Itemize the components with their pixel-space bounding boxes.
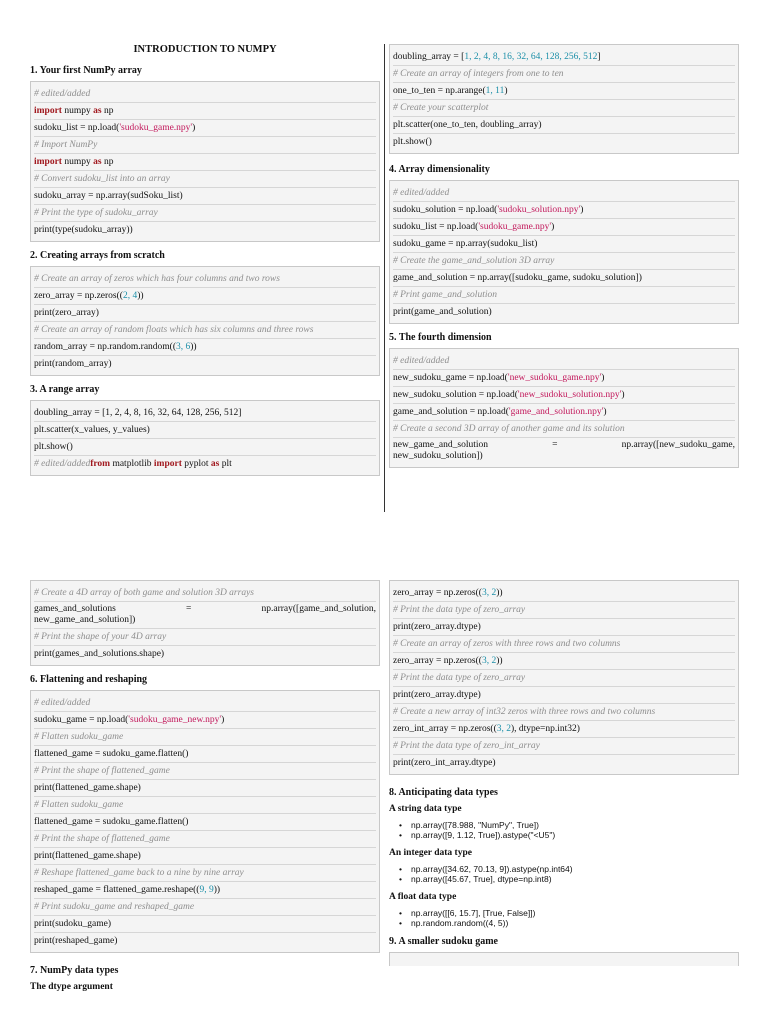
code-comment: # Create the game_and_solution 3D array: [393, 253, 735, 270]
code-comment: # Print the shape of flattened_game: [34, 763, 376, 780]
code-line: random_array = np.random.random((3, 6)): [34, 339, 376, 356]
code-line: new_sudoku_solution = np.load('new_sudoku_solution.npy'): [393, 387, 735, 404]
subheading: A float data type: [389, 892, 457, 902]
section-4-heading: 4. Array dimensionality: [389, 164, 490, 175]
code-line: doubling_array = [1, 2, 4, 8, 16, 32, 64, 128, 256, 512]: [34, 405, 376, 422]
data-type-groups: [389, 804, 739, 928]
code-comment: # edited/added: [34, 695, 376, 712]
code-line: sudoku_game = np.load('sudoku_game_new.npy'): [34, 712, 376, 729]
code-line: flattened_game = sudoku_game.flatten(): [34, 746, 376, 763]
code-line: zero_int_array = np.zeros((3, 2), dtype=np.int32): [393, 721, 735, 738]
page1-right-column: [389, 44, 739, 468]
section-8-heading: 8. Anticipating data types: [389, 787, 498, 798]
code-line: print(sudoku_game): [34, 916, 376, 933]
subheading: The dtype argument: [30, 982, 113, 992]
page2-right-column: [389, 580, 739, 966]
bullet-list: [389, 820, 739, 840]
code-comment: # Print the data type of zero_array: [393, 602, 735, 619]
code-block: [30, 400, 380, 476]
section-5-heading: 5. The fourth dimension: [389, 332, 492, 343]
code-line: plt.scatter(one_to_ten, doubling_array): [393, 117, 735, 134]
code-comment: # Create a second 3D array of another game and its solution: [393, 421, 735, 438]
code-line: print(zero_array.dtype): [393, 687, 735, 704]
code-line: plt.scatter(x_values, y_values): [34, 422, 376, 439]
code-line: print(random_array): [34, 359, 112, 369]
code-line: game_and_solution = np.load('game_and_solution.npy'): [393, 404, 735, 421]
code-comment: # Create a new array of int32 zeros with three rows and two columns: [393, 704, 735, 721]
code-line: print(zero_int_array.dtype): [393, 758, 496, 768]
subheading: An integer data type: [389, 848, 472, 858]
section-9-heading: 9. A smaller sudoku game: [389, 936, 498, 947]
code-line: new_game_and_solution = np.array([new_sudoku_game, new_sudoku_solution]): [393, 440, 735, 461]
code-comment: # Create an array of zeros with three rows and two columns: [393, 636, 735, 653]
column-divider: [384, 44, 385, 512]
code-line: print(reshaped_game): [34, 936, 118, 946]
code-line: game_and_solution = np.array([sudoku_game, sudoku_solution]): [393, 270, 735, 287]
page-title: INTRODUCTION TO NUMPY: [133, 44, 277, 55]
code-line: sudoku_list = np.load('sudoku_game.npy'): [393, 219, 735, 236]
list-item: • np.array([34.62, 70.13, 9]).astype(np.int64): [411, 864, 739, 874]
code-line: sudoku_solution = np.load('sudoku_solution.npy'): [393, 202, 735, 219]
code-comment: # Print game_and_solution: [393, 287, 735, 304]
code-block: [389, 348, 739, 468]
code-comment: # edited/added: [393, 185, 735, 202]
code-line: # edited/addedfrom matplotlib import pyplot as plt: [34, 459, 232, 469]
code-line: print(games_and_solutions.shape): [34, 649, 165, 659]
code-line: reshaped_game = flattened_game.reshape((9, 9)): [34, 882, 376, 899]
code-line: games_and_solutions = np.array([game_and_solution, new_game_and_solution]): [34, 602, 376, 629]
code-comment: # Print the data type of zero_array: [393, 670, 735, 687]
code-line: plt.show(): [34, 439, 376, 456]
code-line: print(flattened_game.shape): [34, 780, 376, 797]
code-comment: # Print the shape of your 4D array: [34, 629, 376, 646]
code-block: [389, 44, 739, 154]
code-line: sudoku_array = np.array(sudSoku_list): [34, 188, 376, 205]
bullet-list: [389, 908, 739, 928]
code-comment: # Flatten sudoku_game: [34, 797, 376, 814]
code-comment: # Create an array of integers from one to ten: [393, 66, 735, 83]
code-line: print(game_and_solution): [393, 307, 492, 317]
page2-left-column: [30, 580, 380, 998]
code-comment: # Reshape flattened_game back to a nine by nine array: [34, 865, 376, 882]
page1-left-column: [30, 44, 380, 476]
code-line: zero_array = np.zeros((3, 2)): [393, 585, 735, 602]
subheading: A string data type: [389, 804, 462, 814]
code-line: one_to_ten = np.arange(1, 11): [393, 83, 735, 100]
section-1-heading: 1. Your first NumPy array: [30, 65, 142, 76]
list-item: • np.array([78.988, "NumPy", True]): [411, 820, 739, 830]
code-comment: # Print the shape of flattened_game: [34, 831, 376, 848]
code-comment: # Flatten sudoku_game: [34, 729, 376, 746]
bullet-list: [389, 864, 739, 884]
code-comment: # edited/added: [393, 353, 735, 370]
code-line: print(type(sudoku_array)): [34, 225, 133, 235]
code-block: [30, 580, 380, 666]
code-line: import numpy as np: [34, 154, 376, 171]
code-block: [389, 580, 739, 775]
code-line: zero_array = np.zeros((2, 4)): [34, 288, 376, 305]
section-2-heading: 2. Creating arrays from scratch: [30, 250, 165, 261]
code-line: import numpy as np: [34, 103, 376, 120]
code-comment: # Print the data type of zero_int_array: [393, 738, 735, 755]
code-line: doubling_array = [1, 2, 4, 8, 16, 32, 64, 128, 256, 512]: [393, 49, 735, 66]
code-comment: # Create an array of random floats which has six columns and three rows: [34, 322, 376, 339]
code-line: sudoku_list = np.load('sudoku_game.npy'): [34, 120, 376, 137]
code-comment: # Create an array of zeros which has four columns and two rows: [34, 271, 376, 288]
code-line: sudoku_game = np.array(sudoku_list): [393, 236, 735, 253]
code-line: new_sudoku_game = np.load('new_sudoku_game.npy'): [393, 370, 735, 387]
section-7-heading: 7. NumPy data types: [30, 965, 119, 976]
code-block: [389, 180, 739, 324]
section-6-heading: 6. Flattening and reshaping: [30, 674, 148, 685]
code-comment: # Print sudoku_game and reshaped_game: [34, 899, 376, 916]
code-comment: # edited/added: [34, 86, 376, 103]
code-comment: # Convert sudoku_list into an array: [34, 171, 376, 188]
list-item: • np.array([9, 1.12, True]).astype("<U5"): [411, 830, 739, 840]
code-comment: # Print the type of sudoku_array: [34, 205, 376, 222]
section-3-heading: 3. A range array: [30, 384, 100, 395]
code-line: zero_array = np.zeros((3, 2)): [393, 653, 735, 670]
list-item: • np.array([[6, 15.7], [True, False]]): [411, 908, 739, 918]
list-item: • np.random.random((4, 5)): [411, 918, 739, 928]
code-line: plt.show(): [393, 137, 432, 147]
code-comment: # Create a 4D array of both game and solution 3D arrays: [34, 585, 376, 602]
code-line: print(zero_array.dtype): [393, 619, 735, 636]
list-item: • np.array([45.67, True], dtype=np.int8): [411, 874, 739, 884]
code-block: [389, 952, 739, 966]
code-line: flattened_game = sudoku_game.flatten(): [34, 814, 376, 831]
code-comment: # Import NumPy: [34, 137, 376, 154]
code-block: [30, 266, 380, 376]
code-line: print(flattened_game.shape): [34, 848, 376, 865]
code-comment: # Create your scatterplot: [393, 100, 735, 117]
code-block: [30, 81, 380, 242]
code-line: print(zero_array): [34, 305, 376, 322]
code-block: [30, 690, 380, 953]
